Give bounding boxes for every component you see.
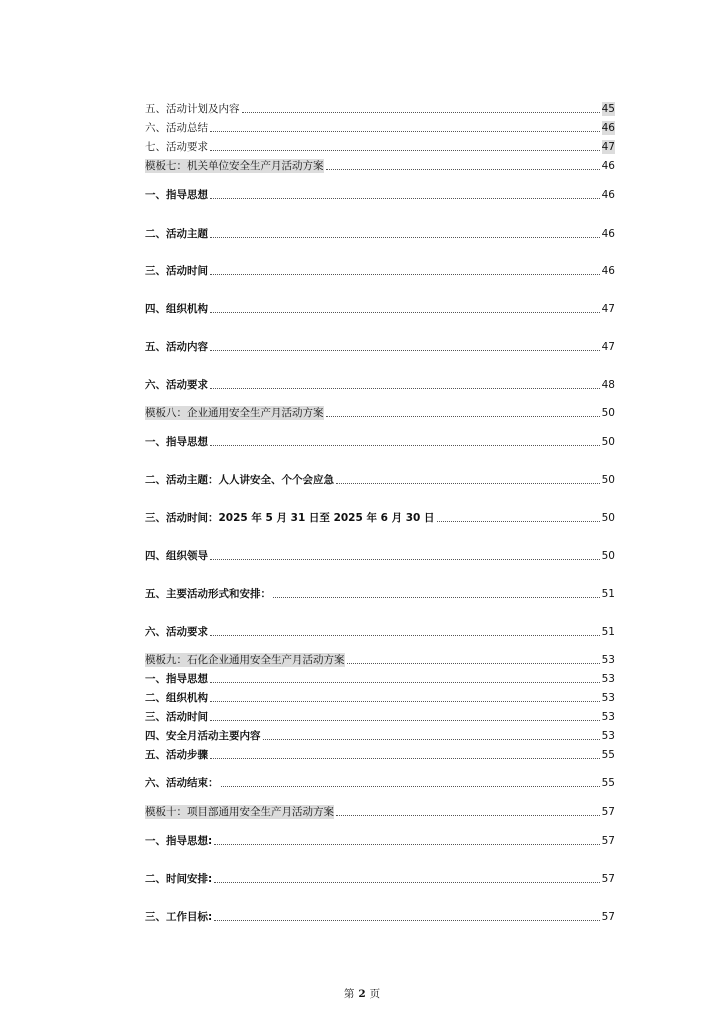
toc-entry[interactable] [145, 910, 615, 924]
toc-entry[interactable] [145, 435, 615, 449]
toc-entry[interactable] [145, 406, 615, 420]
toc-leader-dots [263, 739, 600, 740]
toc-leader-dots [214, 882, 599, 883]
toc-entry-title: 四、组织领导 [145, 550, 208, 562]
toc-entry-page: 57 [601, 835, 615, 847]
toc-entry-title: 五、活动内容 [145, 341, 208, 353]
toc-entry-title: 四、组织机构 [145, 303, 208, 315]
toc-leader-dots [210, 350, 600, 351]
toc-entry[interactable] [145, 776, 615, 790]
toc-leader-dots [326, 416, 600, 417]
toc-entry-title: 五、活动计划及内容 [145, 103, 240, 115]
toc-entry-page: 50 [601, 550, 615, 562]
toc-entry[interactable] [145, 710, 615, 724]
toc-entry-page: 47 [601, 303, 615, 315]
footer-suffix: 页 [369, 988, 381, 1000]
toc-entry-title: 二、时间安排: [145, 873, 213, 885]
toc-entry-page: 57 [601, 806, 615, 818]
toc-entry-page: 50 [601, 474, 615, 486]
toc-entry-title: 四、安全月活动主要内容 [145, 730, 261, 742]
toc-entry[interactable] [145, 748, 615, 762]
toc-entry[interactable] [145, 140, 615, 154]
toc-leader-dots [210, 150, 600, 151]
toc-leader-dots [210, 131, 600, 132]
toc-entry-title: 五、活动步骤 [145, 749, 208, 761]
toc-entry-page: 53 [601, 730, 615, 742]
toc-entry-title: 二、活动主题：人人讲安全、个个会应急 [145, 474, 334, 486]
toc-entry-title: 六、活动要求 [145, 379, 208, 391]
toc-entry-page: 50 [601, 407, 615, 419]
table-of-contents [145, 0, 615, 960]
toc-leader-dots [242, 112, 600, 113]
toc-entry[interactable] [145, 805, 615, 819]
toc-entry-title: 五、主要活动形式和安排： [145, 588, 271, 600]
toc-entry-title: 模板十：项目部通用安全生产月活动方案 [145, 806, 334, 818]
toc-leader-dots [210, 274, 600, 275]
toc-entry[interactable] [145, 378, 615, 392]
toc-entry-page: 53 [601, 673, 615, 685]
toc-leader-dots [210, 237, 600, 238]
toc-entry-page: 55 [601, 777, 615, 789]
toc-entry-title: 六、活动总结 [145, 122, 208, 134]
toc-entry[interactable] [145, 302, 615, 316]
toc-entry-title: 一、指导思想: [145, 835, 213, 847]
toc-entry-title: 一、指导思想 [145, 189, 208, 201]
toc-entry-page: 53 [601, 692, 615, 704]
toc-entry-page: 55 [601, 749, 615, 761]
toc-leader-dots [210, 682, 600, 683]
toc-entry-page: 46 [601, 228, 615, 240]
toc-entry-title: 模板八：企业通用安全生产月活动方案 [145, 407, 324, 419]
toc-entry-title: 七、活动要求 [145, 141, 208, 153]
toc-leader-dots [210, 720, 600, 721]
toc-entry-page: 53 [601, 654, 615, 666]
toc-entry[interactable] [145, 672, 615, 686]
toc-leader-dots [210, 635, 600, 636]
toc-entry[interactable] [145, 159, 615, 173]
toc-entry-page: 48 [601, 379, 615, 391]
toc-entry-title: 一、指导思想 [145, 436, 208, 448]
toc-entry-page: 46 [601, 265, 615, 277]
toc-entry-title: 二、组织机构 [145, 692, 208, 704]
toc-entry[interactable] [145, 549, 615, 563]
toc-entry-title: 一、指导思想 [145, 673, 208, 685]
toc-entry-page: 57 [601, 873, 615, 885]
page-footer [0, 986, 724, 1001]
toc-entry-page: 46 [601, 189, 615, 201]
toc-leader-dots [347, 663, 600, 664]
toc-entry[interactable] [145, 473, 615, 487]
toc-entry[interactable] [145, 511, 615, 525]
toc-entry-title: 模板七：机关单位安全生产月活动方案 [145, 160, 324, 172]
toc-leader-dots [336, 483, 600, 484]
toc-entry-page: 50 [601, 512, 615, 524]
toc-leader-dots [210, 701, 600, 702]
toc-entry[interactable] [145, 729, 615, 743]
toc-leader-dots [326, 169, 600, 170]
toc-leader-dots [210, 198, 600, 199]
footer-prefix: 第 [343, 988, 355, 1000]
toc-entry-page: 53 [601, 711, 615, 723]
toc-entry-title: 六、活动结束： [145, 777, 219, 789]
toc-leader-dots [210, 388, 600, 389]
toc-entry-title: 三、工作目标: [145, 911, 213, 923]
toc-entry-page: 46 [601, 122, 615, 134]
toc-entry-page: 51 [601, 588, 615, 600]
toc-entry-page: 51 [601, 626, 615, 638]
toc-entry-page: 50 [601, 436, 615, 448]
toc-entry-title: 三、活动时间 [145, 711, 208, 723]
toc-entry[interactable] [145, 691, 615, 705]
toc-entry[interactable] [145, 264, 615, 278]
toc-entry[interactable] [145, 872, 615, 886]
toc-entry-title: 六、活动要求 [145, 626, 208, 638]
toc-leader-dots [336, 815, 600, 816]
toc-leader-dots [210, 559, 600, 560]
toc-leader-dots [214, 920, 599, 921]
toc-entry[interactable] [145, 227, 615, 241]
toc-entry[interactable] [145, 121, 615, 135]
page-number: 2 [358, 988, 366, 1000]
toc-leader-dots [210, 312, 600, 313]
toc-leader-dots [221, 786, 600, 787]
toc-entry-title: 二、活动主题 [145, 228, 208, 240]
toc-entry[interactable] [145, 188, 615, 202]
toc-entry-title: 三、活动时间：2025 年 5 月 31 日至 2025 年 6 月 30 日 [145, 512, 435, 524]
toc-entry-page: 47 [601, 141, 615, 153]
toc-leader-dots [273, 597, 600, 598]
toc-leader-dots [437, 521, 600, 522]
toc-entry[interactable] [145, 653, 615, 667]
toc-entry[interactable] [145, 587, 615, 601]
toc-entry-page: 46 [601, 160, 615, 172]
toc-leader-dots [210, 758, 600, 759]
toc-entry[interactable] [145, 102, 615, 116]
toc-entry[interactable] [145, 340, 615, 354]
toc-entry[interactable] [145, 834, 615, 848]
toc-entry-title: 三、活动时间 [145, 265, 208, 277]
toc-entry-page: 47 [601, 341, 615, 353]
toc-entry-page: 57 [601, 911, 615, 923]
toc-entry-page: 45 [601, 103, 615, 115]
toc-leader-dots [210, 445, 600, 446]
toc-leader-dots [214, 844, 599, 845]
toc-entry[interactable] [145, 625, 615, 639]
toc-entry-title: 模板九：石化企业通用安全生产月活动方案 [145, 654, 345, 666]
